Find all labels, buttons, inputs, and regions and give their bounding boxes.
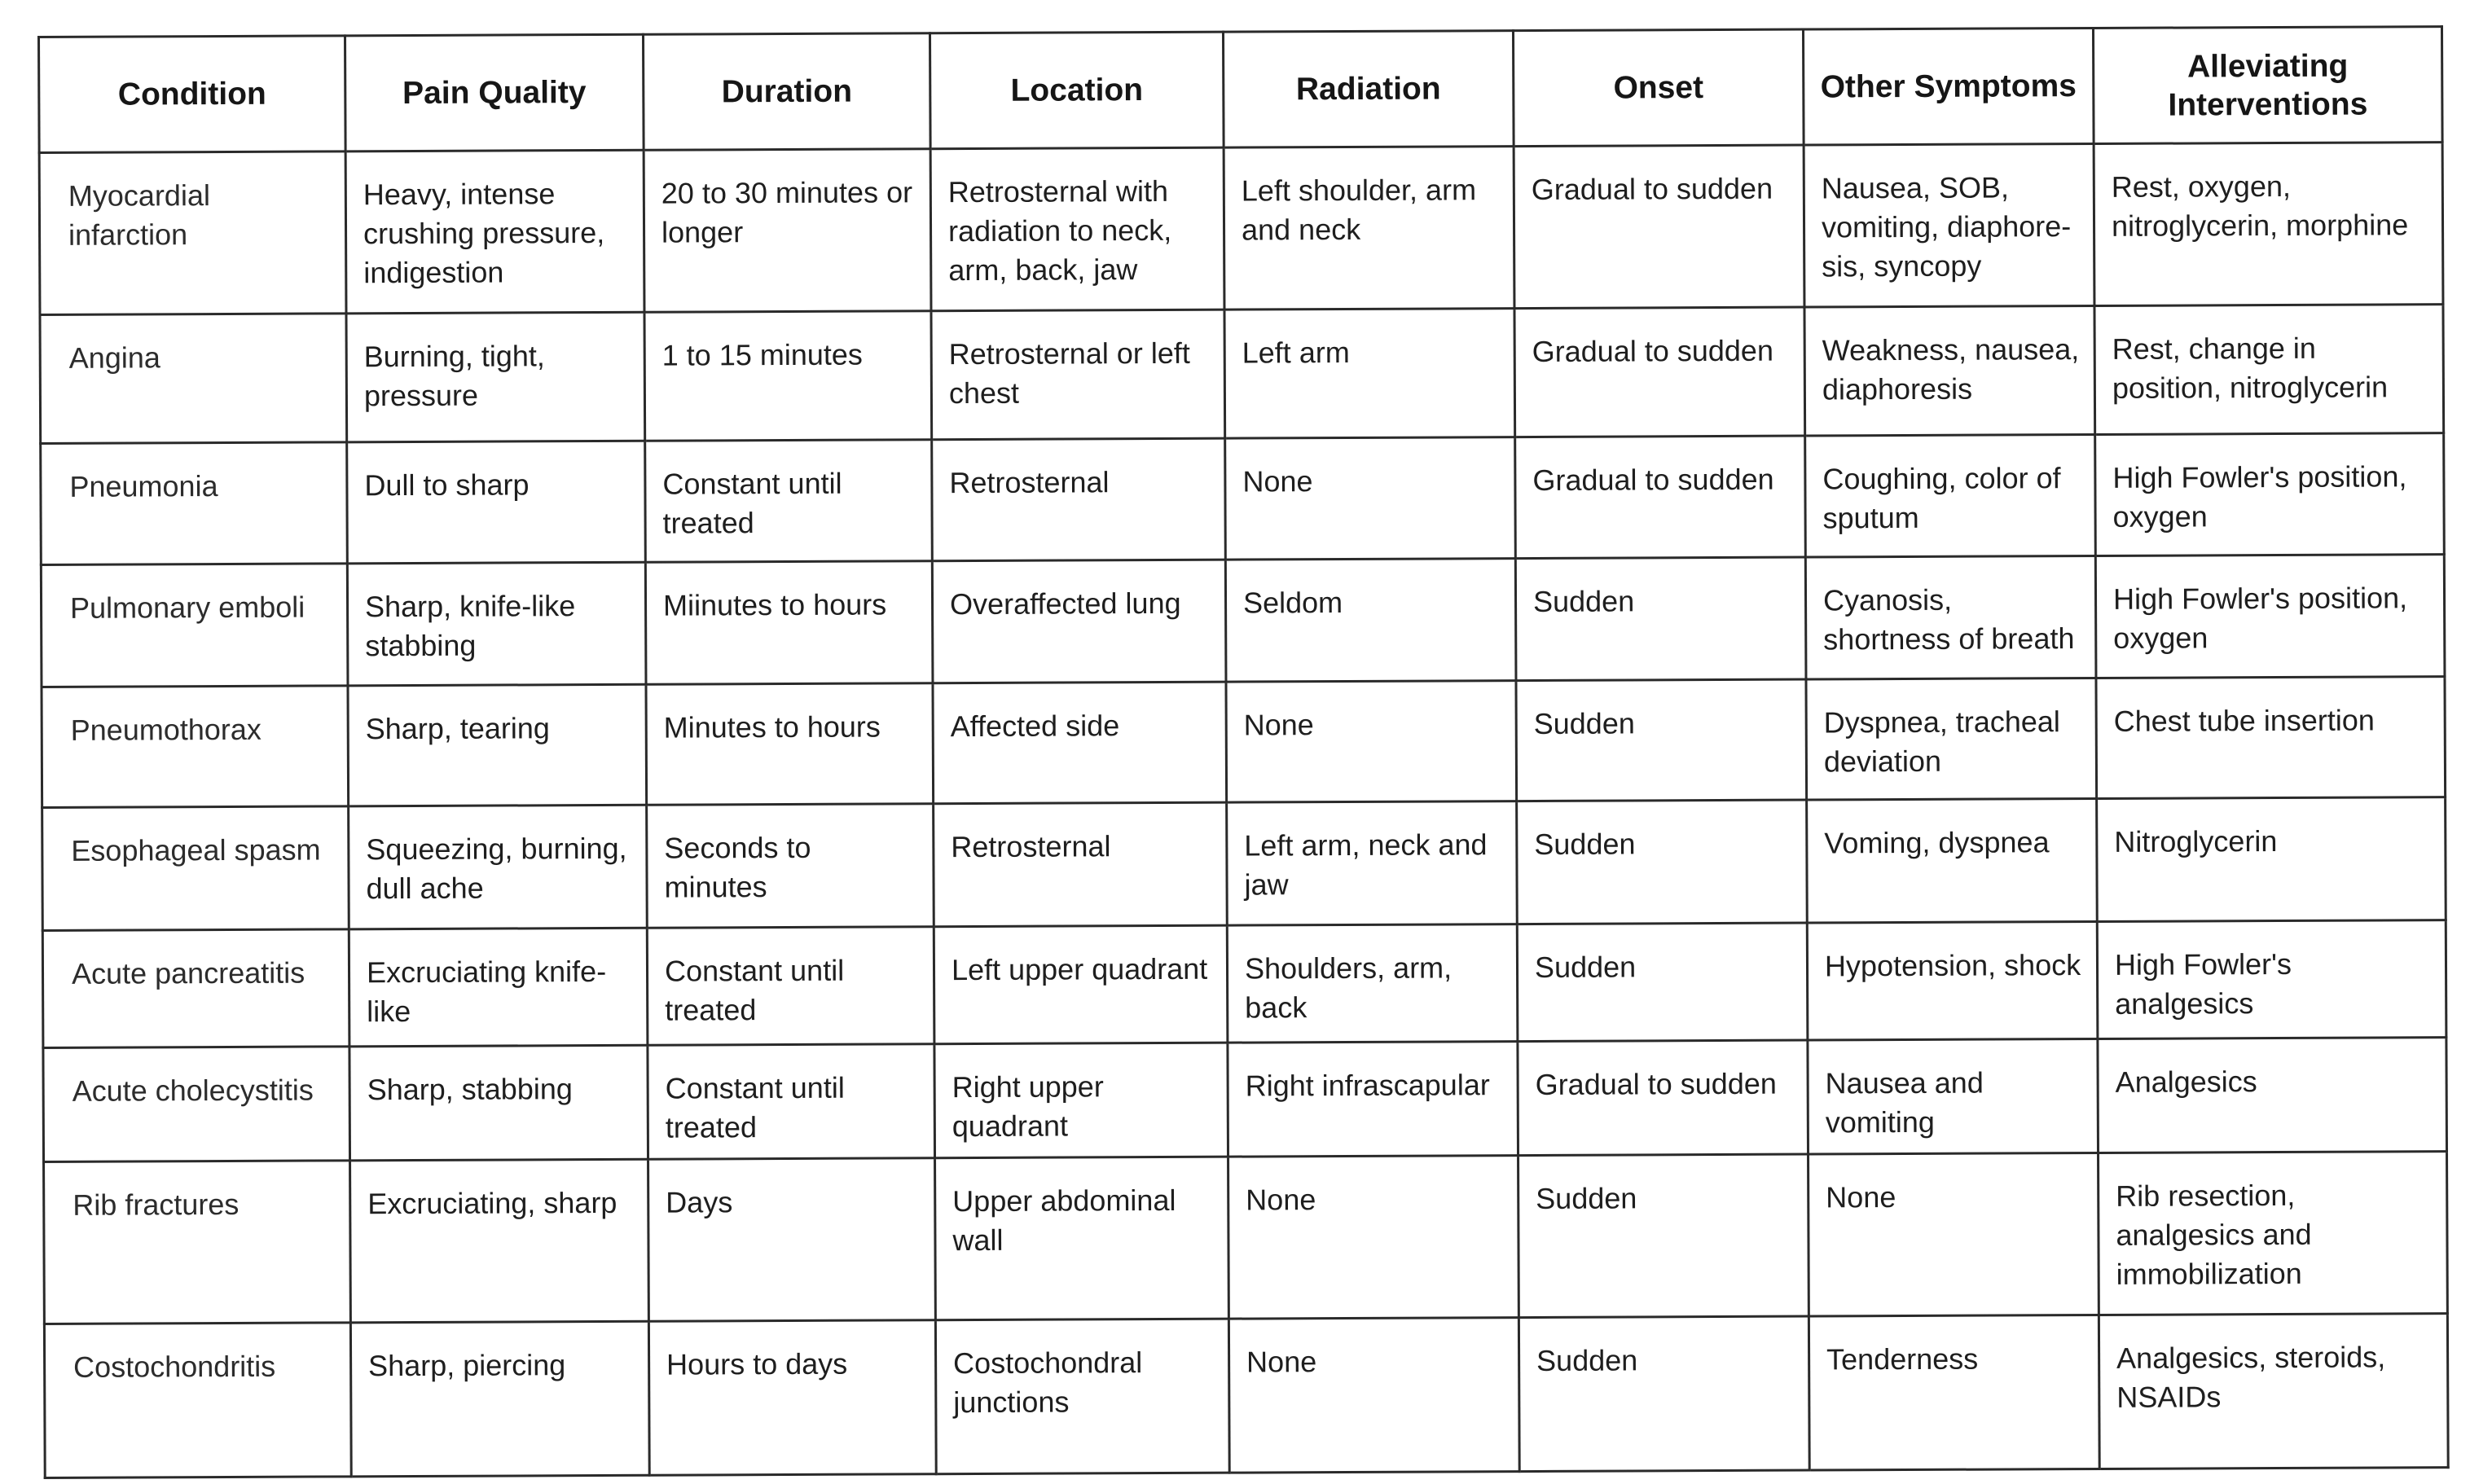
condition-cell: Costochondritis <box>44 1323 351 1478</box>
column-header-condition: Condition <box>39 36 346 153</box>
table-row-myocardial-infarction <box>39 143 2443 315</box>
alleviating-interventions-cell: Rib resection, analgesics and immobilization <box>2099 1152 2448 1315</box>
other-symptoms-cell: Coughing, color of sputum <box>1805 435 2096 557</box>
location-cell: Overaffected lung <box>932 560 1226 683</box>
radiation-cell: Left arm, neck and jaw <box>1227 801 1518 925</box>
duration-cell: Miinutes to hours <box>645 560 933 684</box>
pain-quality-cell: Excruciating knife-like <box>349 928 648 1047</box>
pain-quality-cell: Sharp, piercing <box>350 1321 649 1477</box>
location-cell: Affected side <box>933 682 1227 804</box>
condition-cell: Rib fractures <box>44 1161 351 1324</box>
duration-cell: 20 to 30 minutes or longer <box>644 149 931 313</box>
duration-cell: Constant until treated <box>645 440 933 562</box>
table-row-pneumothorax <box>42 677 2446 808</box>
location-cell: Retrosternal <box>932 439 1226 561</box>
pain-quality-cell: Dull to sharp <box>347 441 646 564</box>
location-cell: Right upper quadrant <box>934 1043 1228 1158</box>
table-row-costochondritis <box>44 1314 2448 1478</box>
condition-cell: Pneumothorax <box>42 686 349 808</box>
alleviating-interventions-cell: High Fowler's position, oxygen <box>2095 433 2445 555</box>
onset-cell: Sudden <box>1518 1316 1809 1472</box>
table-row-rib-fractures <box>44 1152 2448 1324</box>
radiation-cell: Shoulders, arm, back <box>1227 924 1518 1043</box>
duration-cell: Constant until treated <box>648 1044 935 1160</box>
column-header-duration: Duration <box>643 33 930 151</box>
other-symptoms-cell: Dyspnea, tracheal deviation <box>1806 678 2097 801</box>
condition-cell: Pulmonary emboli <box>41 564 348 687</box>
other-symptoms-cell: Cyanosis, shortness of breath <box>1805 555 2096 679</box>
other-symptoms-cell: Nausea, SOB, vomiting, diaphore-sis, syncopy <box>1804 143 2094 307</box>
location-cell: Retrosternal or left chest <box>931 310 1225 440</box>
alleviating-interventions-cell: Rest, change in position, nitroglycerin <box>2094 305 2444 435</box>
pain-quality-cell: Sharp, tearing <box>348 684 647 806</box>
onset-cell: Sudden <box>1516 679 1807 801</box>
radiation-cell: None <box>1225 437 1516 560</box>
other-symptoms-cell: Hypotension, shock <box>1807 921 2098 1040</box>
condition-cell: Angina <box>40 314 347 444</box>
other-symptoms-cell: Voming, dyspnea <box>1807 799 2098 923</box>
column-header-pain-quality: Pain Quality <box>345 34 644 151</box>
table-row-pulmonary-emboli <box>41 554 2445 687</box>
alleviating-interventions-cell: Nitroglycerin <box>2097 797 2446 921</box>
onset-cell: Gradual to sudden <box>1515 437 1806 559</box>
onset-cell: Gradual to sudden <box>1518 1040 1809 1156</box>
onset-cell: Sudden <box>1517 800 1808 924</box>
column-header-other-symptoms: Other Symptoms <box>1803 28 2094 145</box>
condition-cell: Acute pancreatitis <box>42 929 349 1047</box>
other-symptoms-cell: Nausea and vomiting <box>1808 1038 2099 1154</box>
condition-cell: Esophageal spasm <box>42 806 349 930</box>
radiation-cell: None <box>1228 1156 1519 1319</box>
radiation-cell: None <box>1226 681 1517 803</box>
column-header-alleviating-interventions: Alleviating Interventions <box>2093 27 2442 144</box>
table-row-esophageal-spasm <box>42 797 2446 930</box>
onset-cell: Gradual to sudden <box>1514 307 1805 437</box>
condition-cell: Pneumonia <box>41 442 348 564</box>
radiation-cell: Left arm <box>1224 309 1515 439</box>
pain-quality-cell: Burning, tight, pressure <box>346 312 645 442</box>
table-row-angina <box>40 305 2444 444</box>
alleviating-interventions-cell: Chest tube insertion <box>2096 677 2446 799</box>
column-header-onset: Onset <box>1513 29 1804 147</box>
alleviating-interventions-cell: Rest, oxygen, nitroglycerin, morphine <box>2094 143 2443 306</box>
location-cell: Upper abdominal wall <box>935 1157 1229 1320</box>
location-cell: Costochondral junctions <box>935 1319 1229 1474</box>
radiation-cell: None <box>1228 1318 1519 1473</box>
duration-cell: Hours to days <box>648 1320 936 1476</box>
duration-cell: Constant until treated <box>647 926 934 1045</box>
table-row-acute-pancreatitis <box>42 920 2446 1047</box>
alleviating-interventions-cell: High Fowler's analgesics <box>2097 920 2446 1038</box>
pain-quality-cell: Sharp, stabbing <box>349 1045 648 1161</box>
column-header-location: Location <box>930 32 1224 149</box>
onset-cell: Gradual to sudden <box>1514 145 1804 309</box>
alleviating-interventions-cell: High Fowler's position, oxygen <box>2095 554 2445 678</box>
pain-quality-cell: Sharp, knife-like stabbing <box>347 562 646 686</box>
location-cell: Retrosternal <box>934 802 1228 926</box>
radiation-cell: Right infrascapular <box>1228 1041 1518 1157</box>
location-cell: Left upper quadrant <box>934 925 1228 1044</box>
location-cell: Retrosternal with radiation to neck, arm, back, jaw <box>930 147 1224 311</box>
onset-cell: Sudden <box>1518 1154 1809 1318</box>
chest-pain-comparison-table <box>37 25 2450 1479</box>
pain-quality-cell: Excruciating, sharp <box>350 1159 649 1323</box>
column-header-radiation: Radiation <box>1223 31 1514 148</box>
condition-cell: Acute cholecystitis <box>43 1047 350 1162</box>
alleviating-interventions-cell: Analgesics <box>2098 1037 2447 1153</box>
radiation-cell: Seldom <box>1225 558 1516 682</box>
other-symptoms-cell: None <box>1809 1153 2099 1316</box>
table-row-acute-cholecystitis <box>43 1037 2447 1161</box>
onset-cell: Sudden <box>1517 923 1808 1042</box>
other-symptoms-cell: Weakness, nausea, diaphoresis <box>1804 306 2095 437</box>
other-symptoms-cell: Tenderness <box>1809 1315 2099 1470</box>
duration-cell: Minutes to hours <box>646 683 934 806</box>
header-row <box>39 27 2443 153</box>
pain-quality-cell: Squeezing, burning, dull ache <box>349 806 648 929</box>
condition-cell: Myocardial infarction <box>39 151 346 315</box>
table-row-pneumonia <box>41 433 2445 564</box>
duration-cell: Days <box>648 1158 936 1322</box>
alleviating-interventions-cell: Analgesics, steroids, NSAIDs <box>2099 1314 2448 1469</box>
duration-cell: 1 to 15 minutes <box>644 311 932 441</box>
duration-cell: Seconds to minutes <box>647 804 934 928</box>
pain-quality-cell: Heavy, intense crushing pressure, indigestion <box>345 150 644 314</box>
radiation-cell: Left shoulder, arm and neck <box>1224 147 1514 310</box>
onset-cell: Sudden <box>1515 557 1806 681</box>
